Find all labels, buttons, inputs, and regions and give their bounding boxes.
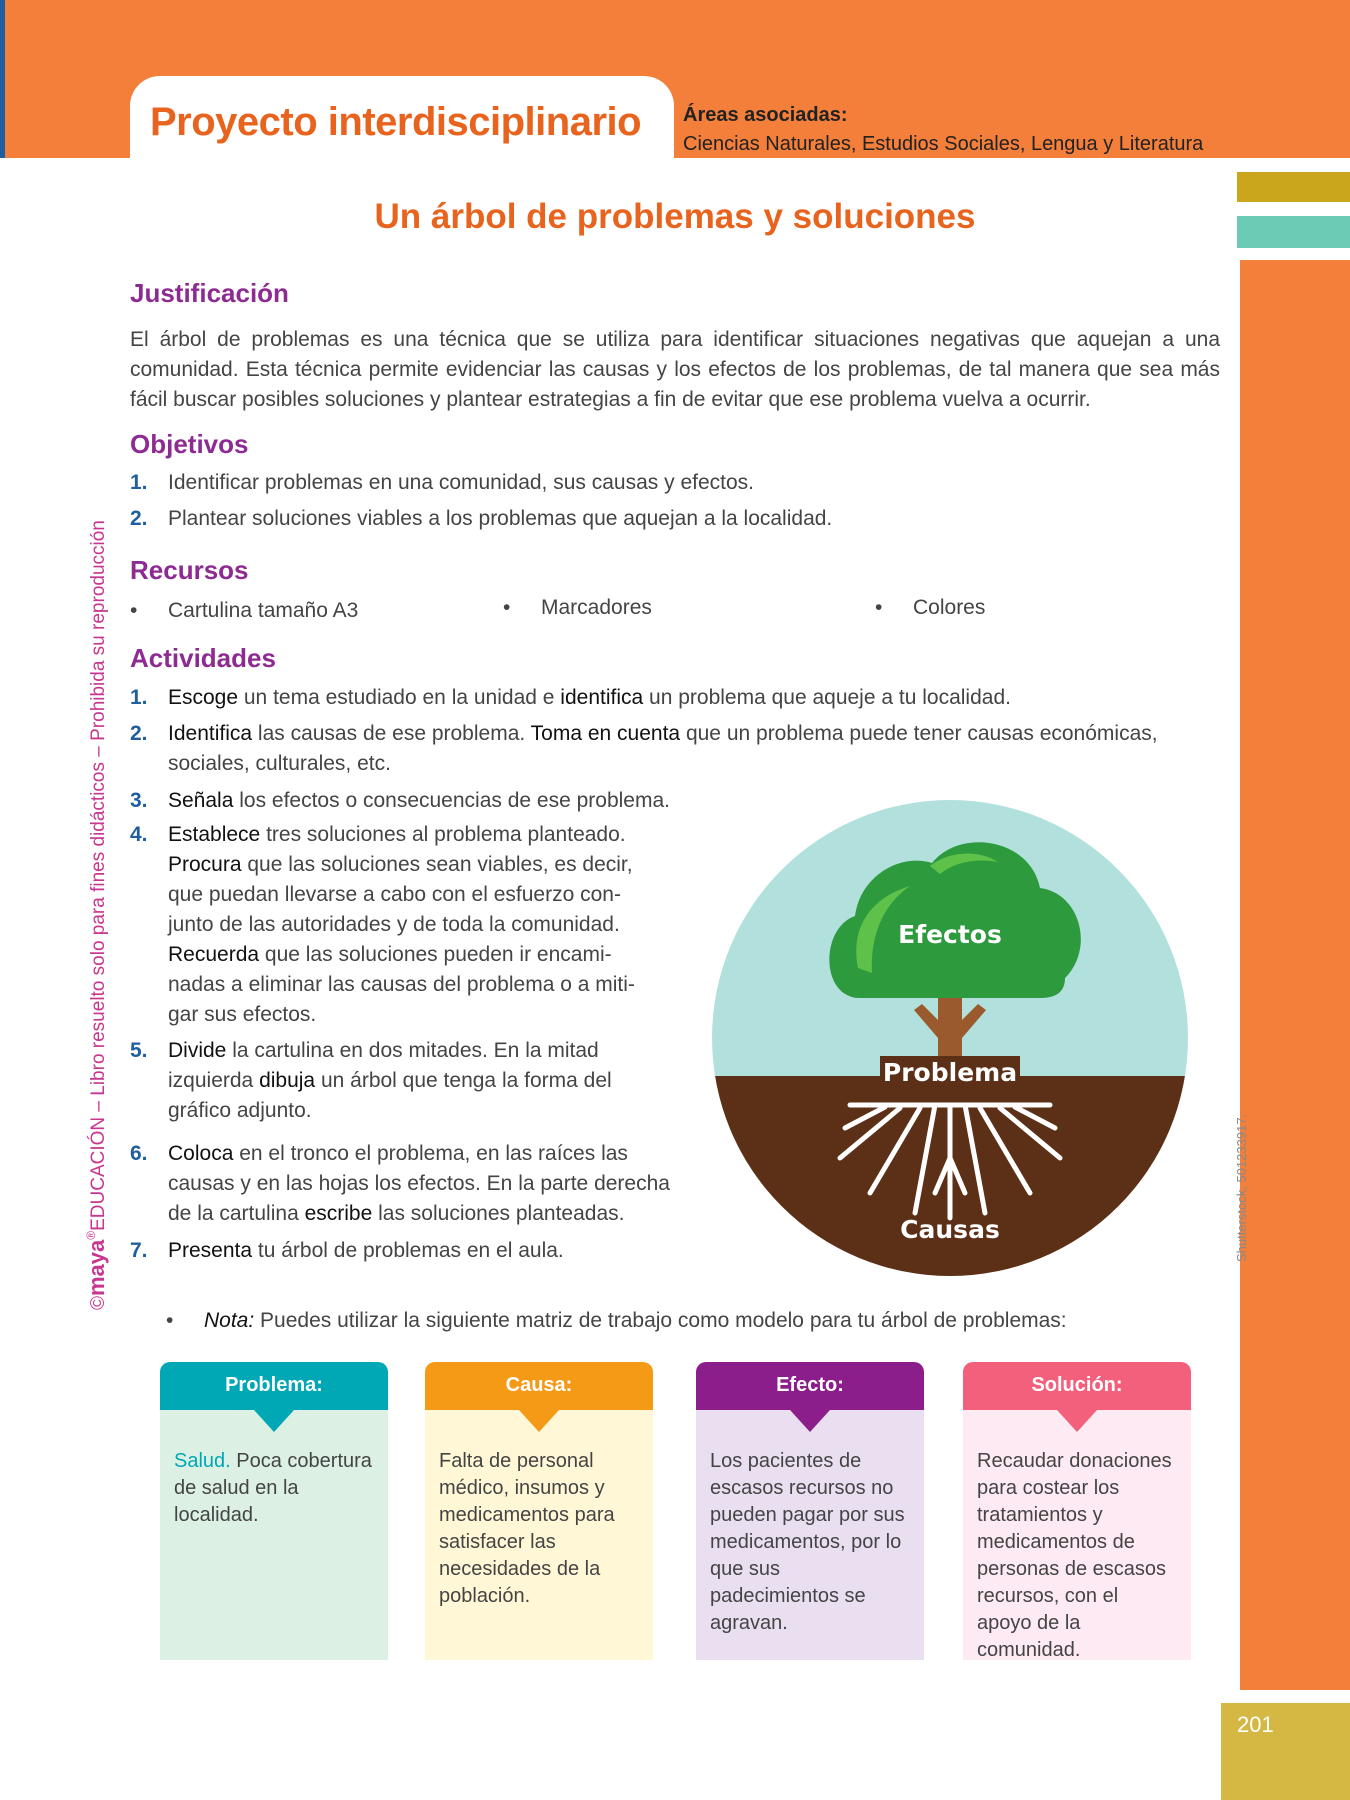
activity-line — [168, 910, 635, 940]
card-header: Solución: — [963, 1362, 1191, 1410]
resources-title: Recursos — [130, 555, 249, 585]
resource-text: Cartulina tamaño A3 — [168, 599, 359, 622]
resource-text: Colores — [913, 596, 986, 619]
activity-line — [168, 683, 1011, 713]
activity-line — [168, 1139, 670, 1169]
activity-item — [130, 786, 670, 816]
activity-number: 4. — [130, 823, 148, 846]
main-title: Un árbol de problemas y soluciones — [374, 197, 976, 236]
activity-segment: las causas de ese problema. — [252, 722, 531, 745]
activity-line — [168, 1066, 612, 1096]
activity-verb: escribe — [304, 1202, 373, 1225]
activity-segment: un tema estudiado en la unidad e — [238, 686, 561, 709]
bullet-dot: • — [166, 1309, 174, 1332]
matrix-card-cause — [425, 1362, 653, 1660]
header-edge — [0, 0, 5, 158]
card-text-body: Falta de personal médico, insumos y medicamentos para satisfacer las necesidades de la población. — [439, 1450, 615, 1607]
activity-line — [168, 1096, 612, 1126]
activity-number: 1. — [130, 686, 148, 709]
note-text: Puedes utilizar la siguiente matriz de trabajo como modelo para tu árbol de problemas: — [254, 1309, 1067, 1332]
activity-text — [168, 683, 1011, 713]
activity-line — [168, 970, 635, 1000]
card-pointer — [790, 1410, 830, 1432]
card-highlight: Salud. — [174, 1450, 231, 1472]
activity-text — [168, 719, 1158, 779]
activity-verb: Escoge — [168, 686, 239, 709]
activity-verb: Presenta — [168, 1239, 253, 1262]
problem-tree-illustration — [710, 798, 1190, 1278]
activity-segment: de la cartulina — [168, 1202, 305, 1225]
project-title: Proyecto interdisciplinario — [150, 100, 642, 144]
activity-segment: en el tronco el problema, en las raíces las — [233, 1142, 628, 1165]
activity-verb: Señala — [168, 789, 234, 812]
card-text-body: Los pacientes de escasos recursos no pueden pagar por sus medicamentos, por lo que sus padecimientos se agravan. — [710, 1450, 905, 1634]
objective-item — [130, 504, 832, 534]
activity-segment: causas y en las hojas los efectos. En la parte derecha — [168, 1172, 670, 1195]
note — [166, 1309, 1067, 1333]
activity-segment: que puedan llevarse a cabo con el esfuerzo con- — [168, 883, 621, 906]
bullet-dot: • — [875, 596, 883, 619]
objective-item — [130, 468, 754, 498]
activity-segment: que las soluciones pueden ir encami- — [259, 943, 612, 966]
activity-line — [168, 719, 1158, 749]
activity-segment: un problema que aqueje a tu localidad. — [643, 686, 1011, 709]
activity-segment: tres soluciones al problema planteado. — [260, 823, 626, 846]
activity-segment: que un problema puede tener causas económicas, — [680, 722, 1158, 745]
card-text-body: Recaudar donaciones para costear los tratamientos y medicamentos de personas de escasos recursos, con el apoyo de la comunidad. — [977, 1450, 1172, 1661]
activity-number: 3. — [130, 789, 148, 812]
activity-segment: que las soluciones sean viables, es decir, — [241, 853, 633, 876]
activity-text — [168, 786, 670, 816]
activity-segment: un árbol que tenga la forma del — [315, 1069, 612, 1092]
activity-verb: Toma en cuenta — [530, 722, 681, 745]
activity-segment: la cartulina en dos mitades. En la mitad — [226, 1039, 599, 1062]
resource-item — [875, 596, 985, 620]
activity-verb: identifica — [560, 686, 644, 709]
activity-verb: Identifica — [168, 722, 253, 745]
activity-segment: gar sus efectos. — [168, 1003, 317, 1026]
activity-line — [168, 749, 1158, 779]
activity-segment: junto de las autoridades y de toda la comunidad. — [168, 913, 620, 936]
activity-verb: Divide — [168, 1039, 227, 1062]
activity-item — [130, 1236, 564, 1266]
card-header: Problema: — [160, 1362, 388, 1410]
activity-line — [168, 1169, 670, 1199]
justification-title: Justificación — [130, 278, 289, 308]
copyright-symbol: © — [88, 1296, 109, 1310]
activity-segment: tu árbol de problemas en el aula. — [252, 1239, 564, 1262]
image-credit: Shutterstock, 501233917. — [1234, 1113, 1249, 1262]
activity-line — [168, 1199, 670, 1229]
activity-line — [168, 850, 635, 880]
activities-title: Actividades — [130, 643, 276, 673]
activity-text — [168, 1139, 670, 1229]
activity-segment: sociales, culturales, etc. — [168, 752, 391, 775]
resource-text: Marcadores — [541, 596, 652, 619]
activity-item — [130, 1036, 612, 1126]
objective-text: Plantear soluciones viables a los problemas que aquejan a la localidad. — [168, 507, 833, 530]
activity-item — [130, 683, 1011, 713]
activity-text — [168, 1036, 612, 1126]
card-pointer — [254, 1410, 294, 1432]
page-number: 201 — [1237, 1712, 1274, 1737]
activity-item — [130, 820, 635, 1030]
card-text — [977, 1448, 1177, 1664]
copyright-text: EDUCACIÓN – Libro resuelto solo para fines didácticos – Prohibida su reproducción — [88, 520, 109, 1231]
problem-label: Problema — [882, 1058, 1018, 1087]
resource-item — [503, 596, 652, 620]
card-text — [710, 1448, 910, 1637]
card-text — [439, 1448, 639, 1610]
causes-label: Causas — [900, 1215, 1000, 1244]
activity-line — [168, 940, 635, 970]
note-label: Nota: — [204, 1309, 255, 1332]
resource-item — [130, 599, 358, 623]
activity-line — [168, 1036, 612, 1066]
activity-line — [168, 880, 635, 910]
activity-segment: los efectos o consecuencias de ese problema. — [233, 789, 670, 812]
activity-verb: Establece — [168, 823, 261, 846]
objective-number: 1. — [130, 471, 148, 494]
activity-line — [168, 1236, 564, 1266]
activity-line — [168, 820, 635, 850]
justification-text: El árbol de problemas es una técnica que se utiliza para identificar situaciones negativas que aquejan a una comunidad. Esta técnica permite evidenciar las causas y los efectos de los problemas, de tal manera que sea más fácil buscar posibles soluciones y plantear estrategias a fin de evitar que ese problema vuelva a ocurrir. — [130, 328, 1220, 411]
registered-mark: ® — [84, 1230, 98, 1240]
areas-value: Ciencias Naturales, Estudios Sociales, Lengua y Literatura — [683, 133, 1204, 155]
bullet-dot: • — [503, 596, 511, 619]
activity-text — [168, 1236, 564, 1266]
activity-number: 2. — [130, 722, 148, 745]
activity-number: 5. — [130, 1039, 148, 1062]
matrix-card-problem — [160, 1362, 388, 1660]
activity-item — [130, 719, 1158, 779]
activity-line — [168, 786, 670, 816]
areas-label: Áreas asociadas: — [683, 104, 848, 126]
card-text — [174, 1448, 374, 1529]
activity-number: 6. — [130, 1142, 148, 1165]
effects-label: Efectos — [898, 920, 1002, 949]
activity-verb: dibuja — [259, 1069, 316, 1092]
activity-verb: Coloca — [168, 1142, 234, 1165]
card-text-body: Poca cobertura de salud en la localidad. — [174, 1450, 372, 1526]
activity-line — [168, 1000, 635, 1030]
activity-number: 7. — [130, 1239, 148, 1262]
activity-segment: nadas a eliminar las causas del problema o a miti- — [168, 973, 635, 996]
activity-verb: Recuerda — [168, 943, 260, 966]
card-pointer — [1057, 1410, 1097, 1432]
bullet-dot: • — [130, 599, 138, 622]
side-band — [1240, 260, 1350, 1690]
objectives-title: Objetivos — [130, 429, 249, 459]
matrix-card-solution — [963, 1362, 1191, 1660]
brand-logo: maya — [84, 1239, 109, 1296]
activity-item — [130, 1139, 670, 1229]
card-header: Causa: — [425, 1362, 653, 1410]
activity-verb: Procura — [168, 853, 242, 876]
card-pointer — [519, 1410, 559, 1432]
activity-segment: izquierda — [168, 1069, 260, 1092]
objective-number: 2. — [130, 507, 148, 530]
objective-text: Identificar problemas en una comunidad, sus causas y efectos. — [168, 471, 754, 494]
matrix-card-effect — [696, 1362, 924, 1660]
activity-segment: gráfico adjunto. — [168, 1099, 312, 1122]
activity-segment: las soluciones planteadas. — [372, 1202, 625, 1225]
card-header: Efecto: — [696, 1362, 924, 1410]
activity-text — [168, 820, 635, 1030]
